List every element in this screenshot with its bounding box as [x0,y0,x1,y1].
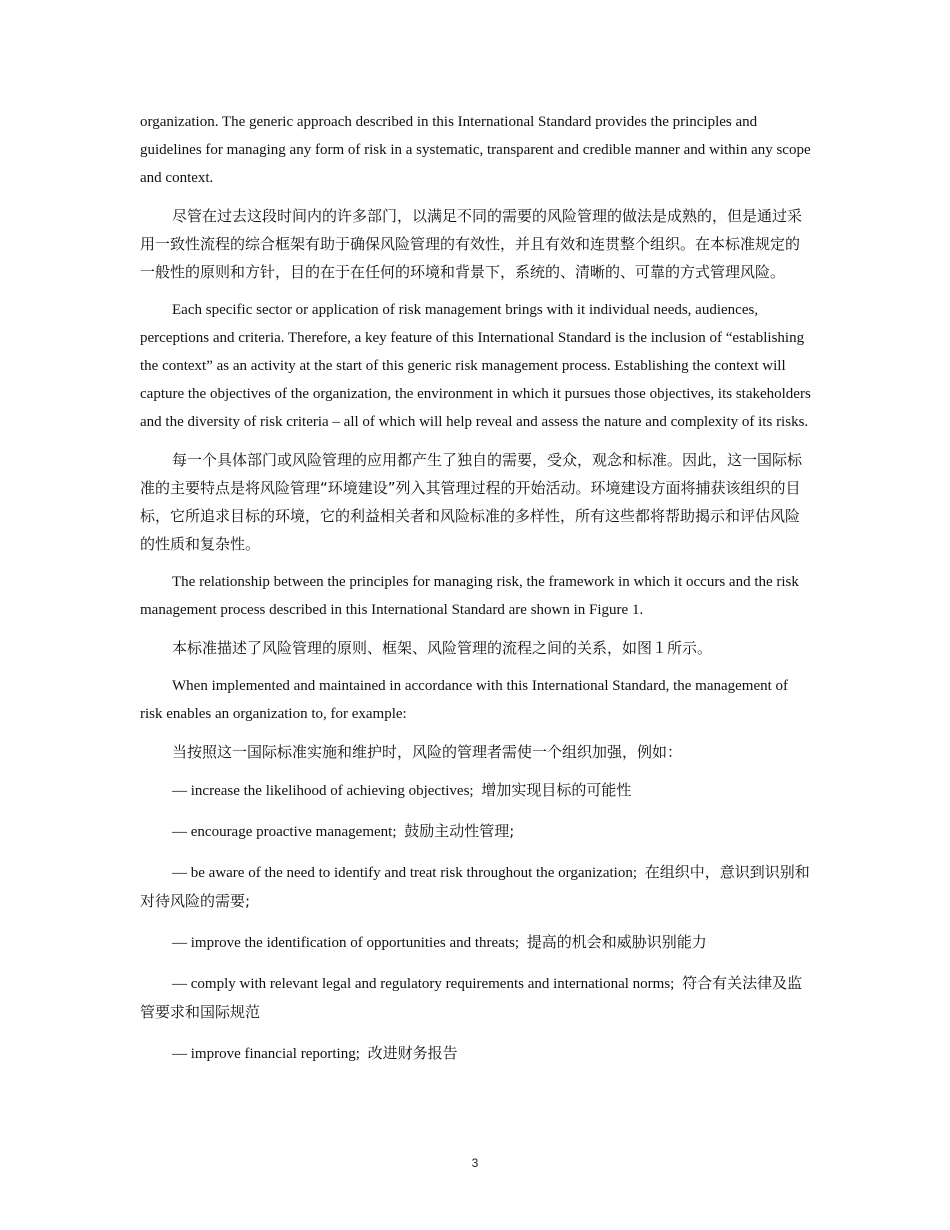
list-item-en: — encourage proactive management; [172,824,397,840]
list-item-en: — improve the identification of opportunities and threats; [172,935,519,951]
list-item [140,1039,812,1068]
list-item [140,928,812,957]
paragraph-en-relationship: The relationship between the principles for managing risk, the framework in which it occurs and the risk management process described in this International Standard are shown in Figure 1. [140,574,799,618]
paragraph-zh-intro: 尽管在过去这段时间内的许多部门，以满足不同的需要的风险管理的做法是成熟的，但是通过采用一致性流程的综合框架有助于确保风险管理的有效性，并且有效和连贯整个组织。在本标准规定的一般性的原则和方针，目的在于在任何的环境和背景下，系统的、清晰的、可靠的方式管理风险。 [140,207,803,281]
paragraph-zh-benefits-lead: 当按照这一国际标准实施和维护时，风险的管理者需使一个组织加强，例如： [172,743,683,761]
document-body [140,108,812,1080]
list-item-zh: 增加实现目标的可能性 [481,781,632,799]
list-item [140,969,812,1027]
page-number: 3 [471,1156,479,1170]
list-item [140,776,812,805]
list-item [140,817,812,846]
paragraph-en-intro: organization. The generic approach described in this International Standard provides the principles and guidelines for managing any form of risk in a systematic, transparent and credible manner and within any scope and context. [140,114,811,186]
list-item-zh: 改进财务报告 [367,1044,458,1062]
list-item-zh: 鼓励主动性管理; [404,822,515,840]
paragraph-zh-context: 每一个具体部门或风险管理的应用都产生了独自的需要，受众，观念和标准。因此，这一国际标准的主要特点是将风险管理“环境建设”列入其管理过程的开始活动。环境建设方面将捕获该组织的目标，它所追求目标的环境，它的利益相关者和风险标准的多样性，所有这些都将帮助揭示和评估风险的性质和复杂性。 [140,451,803,553]
list-item-en: — increase the likelihood of achieving objectives; [172,783,474,799]
list-item-en: — comply with relevant legal and regulatory requirements and international norms; [172,976,675,992]
list-item-zh: 提高的机会和威胁识别能力 [526,933,707,951]
list-item-en: — improve financial reporting; [172,1046,360,1062]
list-item-zh: 在组织中，意识到识别和对待风险的需要; [140,863,810,910]
list-item-en: — be aware of the need to identify and treat risk throughout the organization; [172,865,637,881]
paragraph-en-context: Each specific sector or application of risk management brings with it individual needs, audiences, perceptions and criteria. Therefore, a key feature of this International Standard is the inclusion of “establishing the context” as an activity at the start of this generic risk management process. Establishing the context will capture the objectives of the organization, the environment in which it pursues those objectives, its stakeholders and the diversity of risk criteria – all of which will help reveal and assess the nature and complexity of its risks. [140,302,811,430]
benefits-list [140,776,812,1068]
paragraph-en-benefits-lead: When implemented and maintained in accordance with this International Standard, the management of risk enables an organization to, for example: [140,678,789,722]
list-item [140,858,812,916]
list-item-zh: 符合有关法律及监管要求和国际规范 [140,974,803,1021]
paragraph-zh-relationship: 本标准描述了风险管理的原则、框架、风险管理的流程之间的关系，如图１所示。 [172,639,713,657]
